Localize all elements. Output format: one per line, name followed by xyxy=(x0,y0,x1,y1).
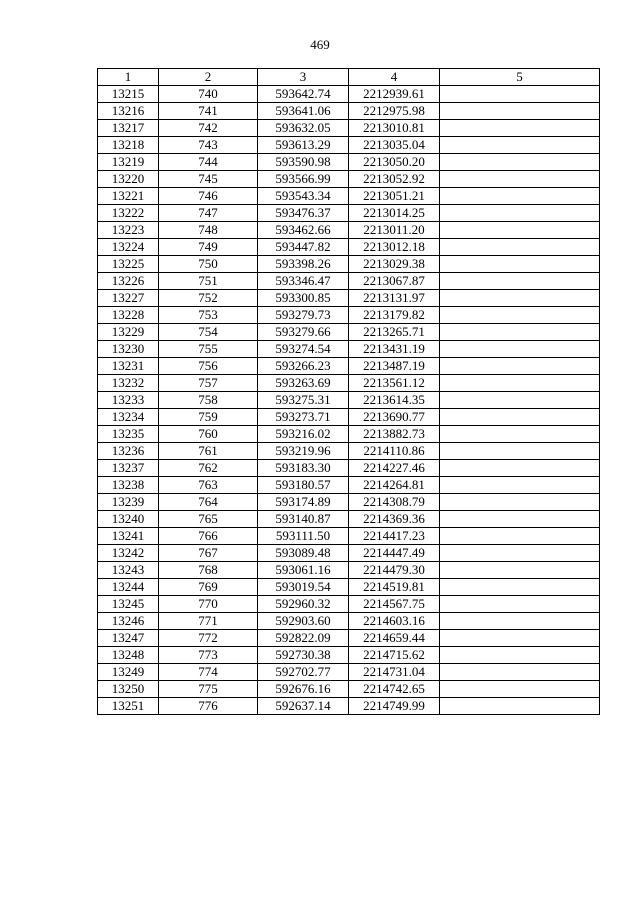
table-cell-col-2: 759 xyxy=(159,409,258,426)
table-row xyxy=(98,528,600,545)
table-cell-col-2: 754 xyxy=(159,324,258,341)
table-cell-col-5 xyxy=(440,681,600,698)
table-cell-col-3: 593543.34 xyxy=(258,188,349,205)
table-cell-col-1: 13227 xyxy=(98,290,159,307)
table-cell-col-3: 593346.47 xyxy=(258,273,349,290)
table-cell-col-3: 593398.26 xyxy=(258,256,349,273)
table-cell-col-1: 13248 xyxy=(98,647,159,664)
table-cell-col-5 xyxy=(440,477,600,494)
table-row xyxy=(98,137,600,154)
table-cell-col-2: 760 xyxy=(159,426,258,443)
table-cell-col-3: 592903.60 xyxy=(258,613,349,630)
table-cell-col-5 xyxy=(440,205,600,222)
table-row xyxy=(98,205,600,222)
table-cell-col-1: 13225 xyxy=(98,256,159,273)
table-cell-col-5 xyxy=(440,443,600,460)
table-cell-col-1: 13221 xyxy=(98,188,159,205)
table-cell-col-5 xyxy=(440,137,600,154)
table-cell-col-1: 13232 xyxy=(98,375,159,392)
table-row xyxy=(98,613,600,630)
table-cell-col-1: 13229 xyxy=(98,324,159,341)
table-cell-col-1: 13234 xyxy=(98,409,159,426)
table-cell-col-2: 758 xyxy=(159,392,258,409)
table-cell-col-4: 2214447.49 xyxy=(349,545,440,562)
table-cell-col-5 xyxy=(440,86,600,103)
table-row xyxy=(98,273,600,290)
table-cell-col-4: 2214308.79 xyxy=(349,494,440,511)
table-cell-col-5 xyxy=(440,630,600,647)
table-cell-col-3: 593219.96 xyxy=(258,443,349,460)
table-cell-col-5 xyxy=(440,188,600,205)
table-cell-col-5 xyxy=(440,647,600,664)
table-cell-col-1: 13220 xyxy=(98,171,159,188)
table-cell-col-2: 750 xyxy=(159,256,258,273)
table-cell-col-3: 593632.05 xyxy=(258,120,349,137)
table-cell-col-4: 2214603.16 xyxy=(349,613,440,630)
column-header-2: 2 xyxy=(159,69,258,86)
table-cell-col-5 xyxy=(440,120,600,137)
table-cell-col-3: 593274.54 xyxy=(258,341,349,358)
table-cell-col-1: 13250 xyxy=(98,681,159,698)
table-cell-col-2: 740 xyxy=(159,86,258,103)
table-cell-col-2: 755 xyxy=(159,341,258,358)
table-cell-col-5 xyxy=(440,528,600,545)
table-cell-col-2: 765 xyxy=(159,511,258,528)
table-cell-col-1: 13215 xyxy=(98,86,159,103)
table-cell-col-3: 593263.69 xyxy=(258,375,349,392)
table-cell-col-2: 747 xyxy=(159,205,258,222)
table-cell-col-3: 593180.57 xyxy=(258,477,349,494)
table-header-row xyxy=(98,69,600,86)
table-cell-col-4: 2213050.20 xyxy=(349,154,440,171)
table-row xyxy=(98,664,600,681)
table-cell-col-3: 593019.54 xyxy=(258,579,349,596)
table-cell-col-5 xyxy=(440,562,600,579)
table-cell-col-2: 745 xyxy=(159,171,258,188)
table-cell-col-4: 2212939.61 xyxy=(349,86,440,103)
table-cell-col-5 xyxy=(440,698,600,715)
table-cell-col-5 xyxy=(440,307,600,324)
table-cell-col-5 xyxy=(440,613,600,630)
table-cell-col-4: 2214417.23 xyxy=(349,528,440,545)
table-cell-col-4: 2214749.99 xyxy=(349,698,440,715)
table-cell-col-3: 593279.73 xyxy=(258,307,349,324)
table-cell-col-4: 2213010.81 xyxy=(349,120,440,137)
table-cell-col-4: 2213035.04 xyxy=(349,137,440,154)
table-cell-col-4: 2213882.73 xyxy=(349,426,440,443)
table-row xyxy=(98,290,600,307)
table-cell-col-4: 2213067.87 xyxy=(349,273,440,290)
table-cell-col-1: 13240 xyxy=(98,511,159,528)
coordinates-table xyxy=(97,68,600,715)
table-cell-col-3: 593590.98 xyxy=(258,154,349,171)
table-cell-col-1: 13245 xyxy=(98,596,159,613)
table-cell-col-4: 2214731.04 xyxy=(349,664,440,681)
table-cell-col-2: 766 xyxy=(159,528,258,545)
table-cell-col-5 xyxy=(440,511,600,528)
table-cell-col-1: 13228 xyxy=(98,307,159,324)
table-cell-col-5 xyxy=(440,460,600,477)
table-row xyxy=(98,460,600,477)
table-cell-col-1: 13217 xyxy=(98,120,159,137)
table-cell-col-1: 13236 xyxy=(98,443,159,460)
table-cell-col-3: 592637.14 xyxy=(258,698,349,715)
table-cell-col-3: 593476.37 xyxy=(258,205,349,222)
table-cell-col-4: 2213487.19 xyxy=(349,358,440,375)
table-cell-col-1: 13224 xyxy=(98,239,159,256)
table-cell-col-5 xyxy=(440,103,600,120)
table-cell-col-5 xyxy=(440,426,600,443)
table-cell-col-5 xyxy=(440,290,600,307)
table-cell-col-3: 593111.50 xyxy=(258,528,349,545)
table-cell-col-2: 749 xyxy=(159,239,258,256)
table-cell-col-3: 593642.74 xyxy=(258,86,349,103)
table-cell-col-2: 776 xyxy=(159,698,258,715)
table-cell-col-1: 13235 xyxy=(98,426,159,443)
table-cell-col-3: 592822.09 xyxy=(258,630,349,647)
table-cell-col-2: 757 xyxy=(159,375,258,392)
table-cell-col-2: 762 xyxy=(159,460,258,477)
table-cell-col-2: 775 xyxy=(159,681,258,698)
table-row xyxy=(98,86,600,103)
table-cell-col-4: 2214567.75 xyxy=(349,596,440,613)
table-cell-col-2: 769 xyxy=(159,579,258,596)
table-cell-col-2: 770 xyxy=(159,596,258,613)
table-cell-col-4: 2214264.81 xyxy=(349,477,440,494)
table-cell-col-5 xyxy=(440,664,600,681)
table-cell-col-5 xyxy=(440,273,600,290)
table-cell-col-2: 768 xyxy=(159,562,258,579)
table-cell-col-4: 2213690.77 xyxy=(349,409,440,426)
table-row xyxy=(98,630,600,647)
table-cell-col-5 xyxy=(440,324,600,341)
table-cell-col-3: 593566.99 xyxy=(258,171,349,188)
table-cell-col-3: 593275.31 xyxy=(258,392,349,409)
table-cell-col-2: 764 xyxy=(159,494,258,511)
table-cell-col-5 xyxy=(440,154,600,171)
table-cell-col-5 xyxy=(440,596,600,613)
table-cell-col-3: 593279.66 xyxy=(258,324,349,341)
table-row xyxy=(98,562,600,579)
table-cell-col-4: 2214659.44 xyxy=(349,630,440,647)
table-cell-col-3: 593174.89 xyxy=(258,494,349,511)
table-cell-col-4: 2213012.18 xyxy=(349,239,440,256)
table-row xyxy=(98,579,600,596)
table-row xyxy=(98,256,600,273)
table-cell-col-3: 592676.16 xyxy=(258,681,349,698)
table-cell-col-3: 593613.29 xyxy=(258,137,349,154)
table-row xyxy=(98,545,600,562)
table-row xyxy=(98,477,600,494)
table-cell-col-4: 2213051.21 xyxy=(349,188,440,205)
table-cell-col-4: 2214742.65 xyxy=(349,681,440,698)
table-row xyxy=(98,426,600,443)
table-cell-col-1: 13249 xyxy=(98,664,159,681)
column-header-3: 3 xyxy=(258,69,349,86)
table-cell-col-1: 13237 xyxy=(98,460,159,477)
table-cell-col-2: 756 xyxy=(159,358,258,375)
table-cell-col-1: 13251 xyxy=(98,698,159,715)
table-row xyxy=(98,511,600,528)
table-cell-col-5 xyxy=(440,171,600,188)
table-cell-col-4: 2213561.12 xyxy=(349,375,440,392)
table-cell-col-5 xyxy=(440,579,600,596)
table-cell-col-4: 2214110.86 xyxy=(349,443,440,460)
table-cell-col-1: 13239 xyxy=(98,494,159,511)
table-row xyxy=(98,494,600,511)
table-cell-col-5 xyxy=(440,545,600,562)
table-cell-col-5 xyxy=(440,256,600,273)
table-cell-col-4: 2214369.36 xyxy=(349,511,440,528)
table-cell-col-4: 2214519.81 xyxy=(349,579,440,596)
table-row xyxy=(98,647,600,664)
table-cell-col-3: 593273.71 xyxy=(258,409,349,426)
table-cell-col-1: 13242 xyxy=(98,545,159,562)
table-row xyxy=(98,103,600,120)
table-cell-col-4: 2213052.92 xyxy=(349,171,440,188)
table-cell-col-2: 746 xyxy=(159,188,258,205)
table-cell-col-2: 752 xyxy=(159,290,258,307)
table-cell-col-4: 2213614.35 xyxy=(349,392,440,409)
table-cell-col-3: 593089.48 xyxy=(258,545,349,562)
table-row xyxy=(98,341,600,358)
table-cell-col-4: 2213029.38 xyxy=(349,256,440,273)
table-row xyxy=(98,307,600,324)
table-row xyxy=(98,596,600,613)
table-cell-col-3: 593462.66 xyxy=(258,222,349,239)
table-cell-col-2: 742 xyxy=(159,120,258,137)
table-cell-col-1: 13231 xyxy=(98,358,159,375)
table-row xyxy=(98,171,600,188)
table-cell-col-4: 2213431.19 xyxy=(349,341,440,358)
table-row xyxy=(98,358,600,375)
table-cell-col-5 xyxy=(440,358,600,375)
table-cell-col-3: 593140.87 xyxy=(258,511,349,528)
table-cell-col-2: 744 xyxy=(159,154,258,171)
table-row xyxy=(98,375,600,392)
table-cell-col-3: 593216.02 xyxy=(258,426,349,443)
table-cell-col-2: 771 xyxy=(159,613,258,630)
table-cell-col-3: 593266.23 xyxy=(258,358,349,375)
table-cell-col-4: 2214715.62 xyxy=(349,647,440,664)
table-body xyxy=(98,86,600,715)
table-cell-col-3: 593641.06 xyxy=(258,103,349,120)
table-cell-col-2: 763 xyxy=(159,477,258,494)
table-cell-col-1: 13238 xyxy=(98,477,159,494)
table-row xyxy=(98,324,600,341)
table-cell-col-5 xyxy=(440,222,600,239)
table-cell-col-1: 13230 xyxy=(98,341,159,358)
page-number: 469 xyxy=(310,37,330,52)
table-cell-col-5 xyxy=(440,239,600,256)
table-cell-col-2: 772 xyxy=(159,630,258,647)
table-cell-col-3: 592960.32 xyxy=(258,596,349,613)
table-cell-col-2: 773 xyxy=(159,647,258,664)
table-cell-col-5 xyxy=(440,494,600,511)
table-cell-col-1: 13216 xyxy=(98,103,159,120)
table-cell-col-5 xyxy=(440,341,600,358)
table-cell-col-4: 2213131.97 xyxy=(349,290,440,307)
table-cell-col-3: 593061.16 xyxy=(258,562,349,579)
table-row xyxy=(98,443,600,460)
table-cell-col-4: 2213011.20 xyxy=(349,222,440,239)
table-cell-col-5 xyxy=(440,392,600,409)
table-cell-col-4: 2213179.82 xyxy=(349,307,440,324)
table-row xyxy=(98,409,600,426)
table-cell-col-1: 13241 xyxy=(98,528,159,545)
table-row xyxy=(98,120,600,137)
column-header-5: 5 xyxy=(440,69,600,86)
table-cell-col-2: 774 xyxy=(159,664,258,681)
table-row xyxy=(98,222,600,239)
table-cell-col-1: 13244 xyxy=(98,579,159,596)
table-cell-col-2: 753 xyxy=(159,307,258,324)
table-cell-col-4: 2214479.30 xyxy=(349,562,440,579)
table-cell-col-1: 13226 xyxy=(98,273,159,290)
table-cell-col-1: 13219 xyxy=(98,154,159,171)
column-header-1: 1 xyxy=(98,69,159,86)
table-cell-col-2: 741 xyxy=(159,103,258,120)
table-cell-col-1: 13247 xyxy=(98,630,159,647)
table-cell-col-4: 2213265.71 xyxy=(349,324,440,341)
table-cell-col-5 xyxy=(440,409,600,426)
table-cell-col-2: 748 xyxy=(159,222,258,239)
table-cell-col-2: 743 xyxy=(159,137,258,154)
table-cell-col-1: 13246 xyxy=(98,613,159,630)
column-header-4: 4 xyxy=(349,69,440,86)
table-cell-col-2: 767 xyxy=(159,545,258,562)
table-row xyxy=(98,188,600,205)
table-cell-col-1: 13233 xyxy=(98,392,159,409)
table-cell-col-1: 13243 xyxy=(98,562,159,579)
table-row xyxy=(98,239,600,256)
table-cell-col-2: 761 xyxy=(159,443,258,460)
table-cell-col-4: 2213014.25 xyxy=(349,205,440,222)
table-cell-col-4: 2214227.46 xyxy=(349,460,440,477)
table-row xyxy=(98,698,600,715)
table-cell-col-3: 593183.30 xyxy=(258,460,349,477)
table-row xyxy=(98,392,600,409)
table-cell-col-5 xyxy=(440,375,600,392)
table-cell-col-3: 593300.85 xyxy=(258,290,349,307)
table-cell-col-1: 13222 xyxy=(98,205,159,222)
table-row xyxy=(98,154,600,171)
table-cell-col-4: 2212975.98 xyxy=(349,103,440,120)
table-cell-col-3: 592702.77 xyxy=(258,664,349,681)
table-row xyxy=(98,681,600,698)
table-cell-col-1: 13218 xyxy=(98,137,159,154)
table-cell-col-3: 593447.82 xyxy=(258,239,349,256)
table-cell-col-2: 751 xyxy=(159,273,258,290)
table-cell-col-3: 592730.38 xyxy=(258,647,349,664)
table-cell-col-1: 13223 xyxy=(98,222,159,239)
